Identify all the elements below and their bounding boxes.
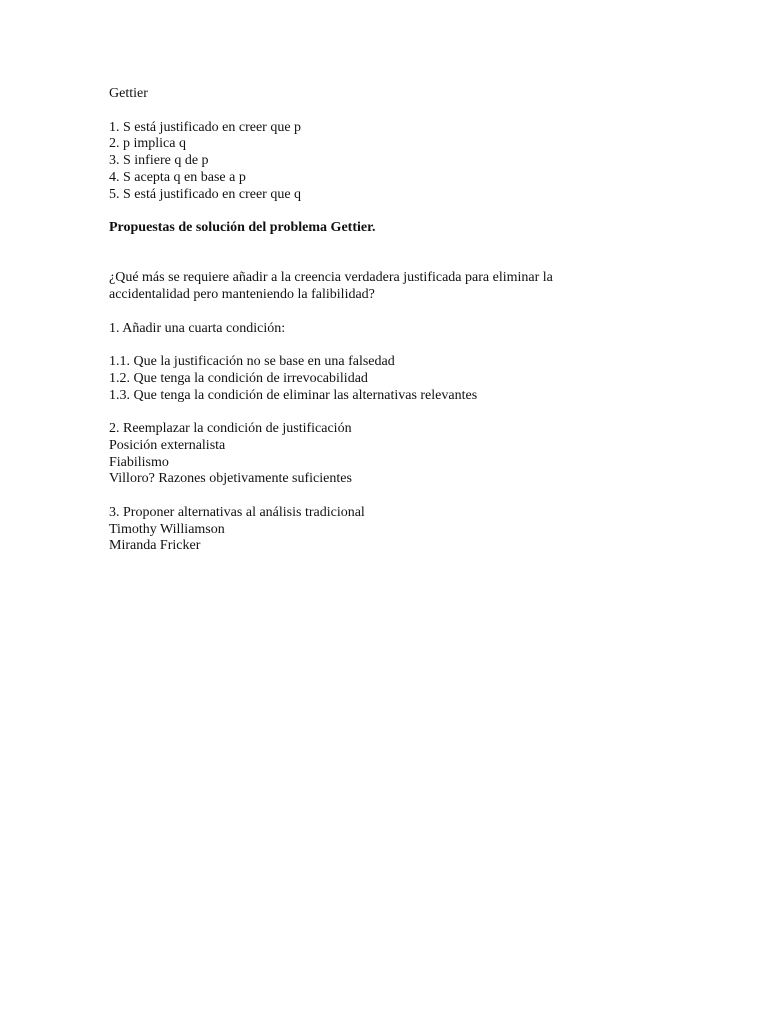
- argument-step: 4. S acepta q en base a p: [109, 169, 246, 185]
- list-item: Fiabilismo: [109, 454, 169, 470]
- option2-title: 2. Reemplazar la condición de justificación: [109, 421, 352, 436]
- spacer: [109, 103, 669, 120]
- question-line: ¿Qué más se requiere añadir a la creencia verdadera justificada para eliminar la: [109, 270, 553, 286]
- list-item: 1.3. Que tenga la condición de eliminar las alternativas relevantes: [109, 387, 478, 403]
- spacer: [109, 304, 669, 321]
- argument-step: 2. p implica q: [109, 136, 186, 152]
- argument-list: [109, 120, 669, 204]
- option3-list: [109, 522, 669, 556]
- document-title: Gettier: [109, 86, 148, 101]
- list-item: Villoro? Razones objetivamente suficientes: [109, 471, 352, 487]
- argument-step: 3. S infiere q de p: [109, 153, 209, 168]
- list-item: Posición externalista: [109, 437, 226, 453]
- list-item: 1.2. Que tenga la condición de irrevocabilidad: [109, 370, 368, 386]
- spacer: [109, 203, 669, 220]
- argument-step: 1. S está justificado en creer que p: [109, 119, 302, 135]
- spacer: [109, 237, 669, 271]
- question-paragraph: [109, 270, 669, 304]
- option2-list: [109, 438, 669, 488]
- argument-step: 5. S está justificado en creer que q: [109, 186, 302, 202]
- document-body: [109, 86, 669, 555]
- list-item: Timothy Williamson: [109, 521, 225, 537]
- spacer: [109, 404, 669, 421]
- spacer: [109, 337, 669, 354]
- option3-title: 3. Proponer alternativas al análisis tradicional: [109, 504, 365, 520]
- spacer: [109, 488, 669, 505]
- option1-list: [109, 354, 669, 404]
- question-line: accidentalidad pero manteniendo la falibilidad?: [109, 287, 375, 302]
- section-heading: Propuestas de solución del problema Gettier.: [109, 220, 376, 235]
- list-item: Miranda Fricker: [109, 538, 201, 554]
- option1-title: 1. Añadir una cuarta condición:: [109, 320, 286, 336]
- list-item: 1.1. Que la justificación no se base en una falsedad: [109, 354, 395, 369]
